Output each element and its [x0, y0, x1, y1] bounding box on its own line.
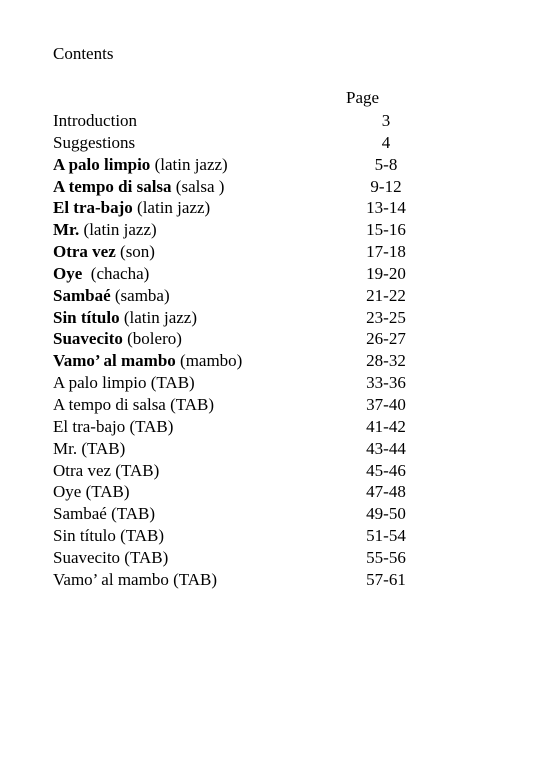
toc-entry-title — [53, 526, 164, 545]
toc-entry-page: 17-18 — [366, 242, 406, 262]
toc-entry-title — [53, 155, 228, 174]
song-title: Vamo’ al mambo — [53, 351, 176, 371]
toc-entry — [53, 547, 453, 569]
toc-entry-title — [53, 395, 214, 414]
toc-entry-page: 55-56 — [366, 547, 406, 567]
toc-entry-title — [53, 482, 130, 501]
toc-entry-title — [53, 351, 242, 370]
section-title: A tempo di salsa (TAB) — [53, 394, 215, 414]
toc-entry-page: 28-32 — [366, 351, 406, 371]
toc-entry — [53, 416, 453, 438]
table-of-contents — [53, 110, 453, 591]
toc-entry-page: 49-50 — [366, 504, 406, 524]
toc-entry-page: 43-44 — [366, 438, 406, 458]
toc-entry-title — [53, 177, 224, 196]
song-style: (bolero) — [122, 329, 182, 349]
song-style: (chacha) — [82, 263, 150, 283]
song-style: (mambo) — [175, 351, 243, 371]
toc-entry — [53, 525, 453, 547]
toc-entry — [53, 328, 453, 350]
song-title: Suavecito — [53, 329, 123, 349]
toc-entry-title — [53, 198, 210, 217]
song-title: Otra vez — [53, 242, 116, 262]
toc-entry-page: 3 — [381, 111, 391, 130]
toc-entry-title — [53, 548, 168, 567]
toc-entry — [53, 372, 453, 394]
song-style: (samba) — [110, 285, 170, 305]
toc-entry — [53, 154, 453, 176]
song-title: Oye — [53, 263, 83, 283]
toc-entry-title — [53, 264, 149, 283]
toc-entry-page: 21-22 — [366, 285, 406, 305]
song-title: A tempo di salsa — [53, 176, 172, 196]
toc-entry-page: 33-36 — [366, 373, 406, 393]
toc-entry — [53, 197, 453, 219]
song-title: Mr. — [53, 220, 80, 240]
toc-entry-title — [53, 242, 155, 261]
toc-entry-title — [53, 439, 125, 458]
toc-entry — [53, 481, 453, 503]
contents-heading: Contents — [53, 44, 114, 63]
toc-entry — [53, 307, 453, 329]
section-title: Oye (TAB) — [53, 482, 130, 502]
song-title: Sambaé — [53, 285, 111, 305]
section-title: Vamo’ al mambo (TAB) — [53, 569, 218, 589]
toc-entry — [53, 132, 453, 154]
section-title: A palo limpio (TAB) — [53, 373, 195, 393]
toc-entry-page: 57-61 — [366, 569, 406, 589]
toc-entry-page: 51-54 — [366, 526, 406, 546]
toc-entry-title — [53, 417, 173, 436]
toc-entry — [53, 394, 453, 416]
toc-entry-page: 41-42 — [366, 416, 406, 436]
song-style: (son) — [115, 242, 155, 262]
toc-entry — [53, 350, 453, 372]
toc-entry — [53, 241, 453, 263]
toc-entry-title — [53, 373, 195, 392]
toc-entry-page: 37-40 — [366, 394, 406, 414]
toc-entry-page: 47-48 — [366, 482, 406, 502]
section-title: Otra vez (TAB) — [53, 460, 160, 480]
song-style: (latin jazz) — [119, 307, 198, 327]
section-title: Sambaé (TAB) — [53, 504, 156, 524]
toc-entry-title — [53, 220, 157, 239]
toc-entry — [53, 219, 453, 241]
toc-entry — [53, 503, 453, 525]
toc-entry — [53, 460, 453, 482]
toc-entry-page: 5-8 — [374, 154, 398, 174]
song-title: Sin título — [53, 307, 120, 327]
toc-entry-title — [53, 461, 159, 480]
toc-entry — [53, 285, 453, 307]
toc-entry-title — [53, 570, 217, 589]
section-title: Suavecito (TAB) — [53, 547, 169, 567]
toc-entry-title — [53, 286, 170, 305]
toc-entry-title — [53, 504, 155, 523]
toc-entry-page: 15-16 — [366, 220, 406, 240]
toc-entry-title — [53, 308, 197, 327]
song-title: El tra-bajo — [53, 198, 133, 218]
toc-entry-page: 26-27 — [366, 329, 406, 349]
song-title: A palo limpio — [53, 154, 151, 174]
song-style: (salsa ) — [171, 176, 225, 196]
toc-entry — [53, 569, 453, 591]
toc-entry-page: 9-12 — [370, 176, 402, 196]
toc-entry-page: 23-25 — [366, 307, 406, 327]
toc-entry-page: 13-14 — [366, 198, 406, 218]
page-column-header: Page — [346, 88, 380, 107]
section-title: Suggestions — [53, 132, 136, 152]
toc-entry-page: 4 — [381, 132, 391, 152]
song-style: (latin jazz) — [132, 198, 211, 218]
toc-entry-page: 19-20 — [366, 263, 406, 283]
song-style: (latin jazz) — [150, 154, 228, 174]
song-style: (latin jazz) — [79, 220, 157, 240]
toc-entry — [53, 176, 453, 198]
section-title: Mr. (TAB) — [53, 438, 126, 458]
toc-entry — [53, 110, 453, 132]
section-title: Sin título (TAB) — [53, 526, 165, 546]
toc-entry — [53, 438, 453, 460]
section-title: Introduction — [53, 111, 138, 130]
toc-entry-title — [53, 329, 182, 348]
toc-entry — [53, 263, 453, 285]
toc-entry-title — [53, 111, 137, 130]
section-title: El tra-bajo (TAB) — [53, 416, 174, 436]
toc-entry-title — [53, 133, 135, 152]
toc-entry-page: 45-46 — [366, 460, 406, 480]
